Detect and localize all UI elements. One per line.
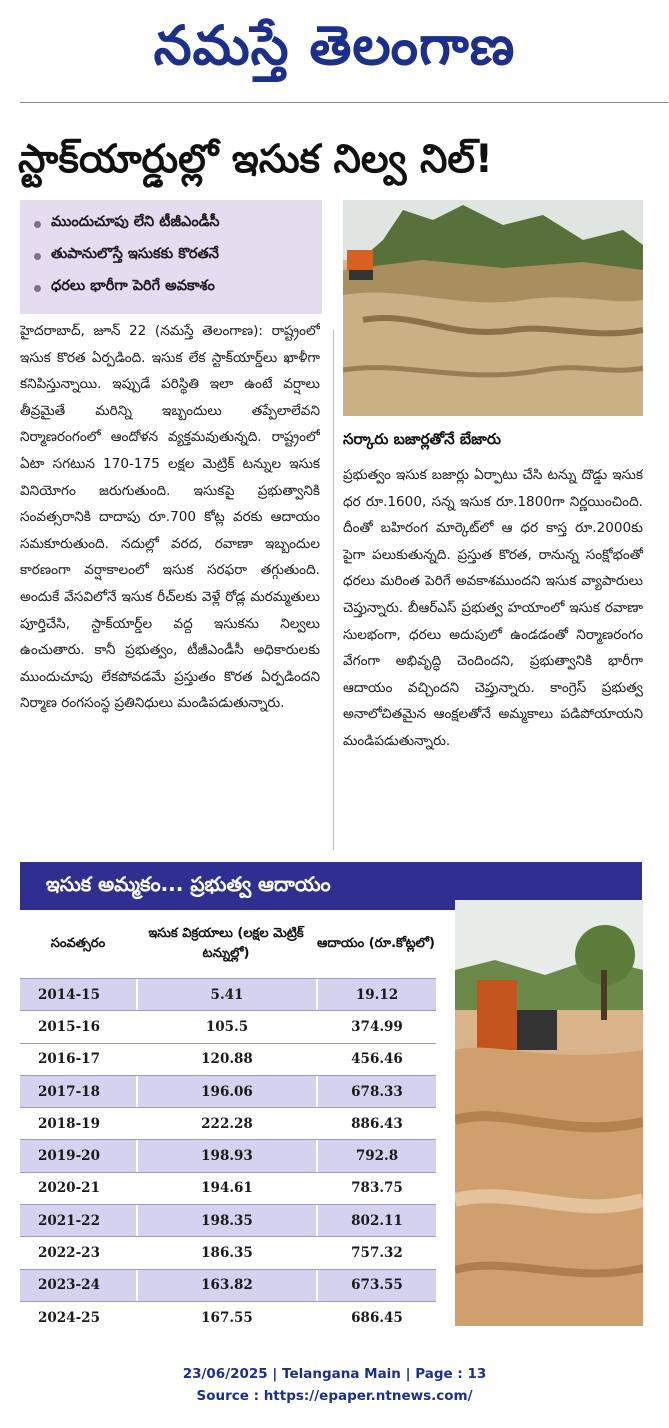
sand-stockyard-photo xyxy=(343,200,643,416)
headline: స్టాక్‌యార్డుల్లో ఇసుక నిల్వ నిల్! xyxy=(18,137,493,182)
highlight-item xyxy=(34,272,312,304)
bullet-icon xyxy=(34,221,41,228)
header-sales: ఇసుక విక్రయాలు (లక్షల మెట్రిక్ టన్నుల్లో) xyxy=(148,926,304,961)
table-row xyxy=(20,1075,436,1107)
cell-sales: 198.35 xyxy=(136,1205,316,1236)
highlight-text: ధరలు భారీగా పెరిగే అవకాశం xyxy=(51,278,215,294)
table-row xyxy=(20,1010,436,1042)
footer-source: Source : https://epaper.ntnews.com/ xyxy=(196,1388,473,1404)
cell-sales: 105.5 xyxy=(136,1011,316,1042)
cell-revenue: 686.45 xyxy=(316,1302,436,1333)
cell-year: 2019-20 xyxy=(38,1148,100,1165)
header-year: సంవత్సరం xyxy=(50,936,106,951)
table-row xyxy=(20,1139,436,1171)
table-header-row xyxy=(20,910,436,978)
table-row xyxy=(20,1172,436,1204)
bullet-icon xyxy=(34,253,41,260)
cell-revenue: 19.12 xyxy=(316,979,436,1010)
cell-revenue: 886.43 xyxy=(316,1108,436,1139)
cell-revenue: 792.8 xyxy=(316,1140,436,1171)
highlight-item xyxy=(34,240,312,272)
cell-year: 2023-24 xyxy=(38,1277,100,1294)
bullet-icon xyxy=(34,285,41,292)
table-row xyxy=(20,1301,436,1333)
cell-sales: 5.41 xyxy=(136,979,316,1010)
cell-sales: 196.06 xyxy=(136,1076,316,1107)
cell-sales: 194.61 xyxy=(136,1173,316,1204)
article-right-column: ప్రభుత్వం ఇసుక బజార్లు ఏర్పాటు చేసి టన్ను దొడ్డు ఇసుక ధర రూ.1600, సన్న ఇసుక రూ.1800గా నిర్ణయించింది. దీంతో బహిరంగ మార్కెట్‌లో ఆ ధర కాస్త రూ.2000కు పైగా పలుకుతున్నది. ప్రస్తుత కొరత, రానున్న సంక్షోభంతో ధరలు మరింత పెరిగే అవకాశముందని ఇసుక వ్యాపారులు చెప్తున్నారు. బీఆర్‌ఎస్ ప్రభుత్వ హయాంలో ఇసుక రవాణా సులభంగా, ధరలు అదుపులో ఉండడంతో నిర్మాణరంగం వేగంగా అభివృద్ధి చెందిందని, ప్రభుత్వానికి భారీగా ఆదాయం వచ్చిందని చెప్తున్నారు. కాంగ్రెస్ ప్రభుత్వ అనాలోచితమైన ఆంక్షలతోనే అమ్మకాలు పడిపోయాయని మండిపడుతున్నారు. xyxy=(343,467,643,749)
table-row xyxy=(20,1269,436,1301)
cell-year: 2017-18 xyxy=(38,1083,100,1100)
table-row xyxy=(20,1107,436,1139)
cell-year: 2021-22 xyxy=(38,1212,100,1229)
table-row xyxy=(20,1204,436,1236)
cell-year: 2015-16 xyxy=(38,1018,100,1035)
cell-year: 2022-23 xyxy=(38,1245,100,1262)
header-revenue: ఆదాయం (రూ.కోట్లలో) xyxy=(317,936,435,951)
sales-revenue-table xyxy=(20,910,436,1334)
masthead-title: నమస్తే తెలంగాణ xyxy=(153,13,516,77)
highlight-item xyxy=(34,208,312,240)
cell-revenue: 456.46 xyxy=(316,1044,436,1075)
cell-revenue: 802.11 xyxy=(316,1205,436,1236)
table-row xyxy=(20,1043,436,1075)
cell-year: 2020-21 xyxy=(38,1180,100,1197)
table-row xyxy=(20,978,436,1010)
cell-sales: 222.28 xyxy=(136,1108,316,1139)
highlight-text: తుపానులొస్తే ఇసుకకు కొరతనే xyxy=(51,246,219,262)
cell-sales: 186.35 xyxy=(136,1237,316,1268)
highlight-text: ముందుచూపు లేని టీజీఎండీసీ xyxy=(51,214,220,230)
cell-revenue: 374.99 xyxy=(316,1011,436,1042)
cell-year: 2018-19 xyxy=(38,1115,100,1132)
cell-year: 2014-15 xyxy=(38,986,100,1003)
cell-revenue: 673.55 xyxy=(316,1270,436,1301)
masthead-rule xyxy=(20,102,668,103)
sand-truck-photo xyxy=(455,900,643,1326)
table-row xyxy=(20,1236,436,1268)
cell-sales: 163.82 xyxy=(136,1270,316,1301)
article-left-column: హైదరాబాద్, జూన్ 22 (నమస్తే తెలంగాణ): రాష్ట్రంలో ఇసుక కొరత ఏర్పడింది. ఇసుక లేక స్టాక్‌యార్డ్‌లు ఖాళీగా కనిపిస్తున్నాయి. ఇప్పుడే పరిస్థితి ఇలా ఉంటే వర్షాలు తీవ్రమైతే మరిన్ని ఇబ్బందులు తప్పేలాలేవని నిర్మాణరంగంలో ఆందోళన వ్యక్తమవుతున్నది. రాష్ట్రంలో ఏటా సగటున 170-175 లక్షల మెట్రిక్ టన్నుల ఇసుక వినియోగం జరుగుతుంది. ఇసుకపై ప్రభుత్వానికి సంవత్సరానికి దాదాపు రూ.700 కోట్ల వరకు ఆదాయం సమకూరుతుంది. నదుల్లో వరద, రవాణా ఇబ్బందుల కారణంగా వర్షాకాలంలో ఇసుక సరఫరా తగ్గుతుంది. అందుకే వేసవిలోనే ఇసుక రీచ్‌లకు వెళ్లే రోడ్ల మరమ్మతులు పూర్తిచేసి, స్టాక్‌యార్డ్‌ల వద్ద ఇసుకను నిల్వలు ఉంచుతారు. కానీ ప్రభుత్వం, టీజీఎండీసీ అధికారులకు ముందుచూపు లేకపోవడమే ప్రస్తుతం కొరత ఏర్పడిందని నిర్మాణ రంగసంస్థ ప్రతినిధులు మండిపడుతున్నారు. xyxy=(20,323,320,712)
cell-revenue: 678.33 xyxy=(316,1076,436,1107)
cell-year: 2024-25 xyxy=(38,1309,100,1326)
highlights-box xyxy=(20,200,322,314)
cell-sales: 167.55 xyxy=(136,1302,316,1333)
photo-caption: సర్కారు బజార్లతోనే బేజారు xyxy=(343,430,501,448)
cell-sales: 120.88 xyxy=(136,1044,316,1075)
table-title: ఇసుక అమ్మకం... ప్రభుత్వ ఆదాయం xyxy=(46,871,331,896)
cell-revenue: 757.32 xyxy=(316,1237,436,1268)
cell-year: 2016-17 xyxy=(38,1051,100,1068)
cell-revenue: 783.75 xyxy=(316,1173,436,1204)
footer-date-page: 23/06/2025 | Telangana Main | Page : 13 xyxy=(182,1366,487,1382)
cell-sales: 198.93 xyxy=(136,1140,316,1171)
masthead xyxy=(0,0,669,104)
column-divider xyxy=(333,330,334,850)
